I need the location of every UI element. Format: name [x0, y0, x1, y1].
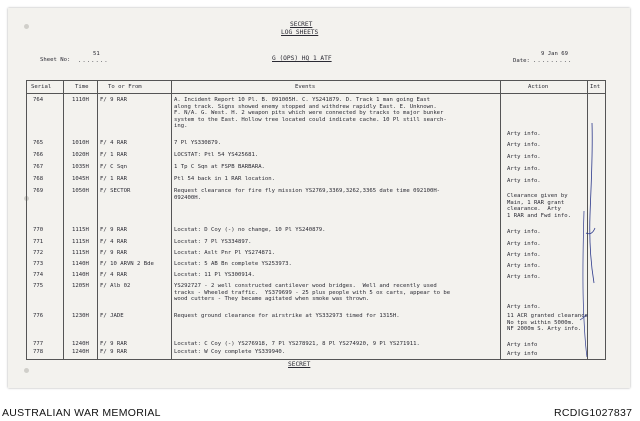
date-value: 9 Jan 69: [541, 51, 568, 57]
archive-reference: RCDIG1027837: [554, 407, 633, 419]
tofrom-cell: F/ 4 RAR: [100, 140, 127, 146]
sheet-number: 51: [93, 51, 100, 57]
action-cell: Arty info.: [507, 252, 541, 258]
tofrom-cell: F/ Alb 02: [100, 283, 131, 289]
sheet-label: Sheet No:: [40, 57, 71, 63]
action-cell: Arty info.: [507, 229, 541, 235]
events-cell: Locstat: Aslt Pnr Pl YS274871.: [174, 250, 276, 256]
events-cell: Locstat: 7 Pl YS334897.: [174, 239, 252, 245]
time-cell: 1035H: [72, 164, 89, 170]
time-cell: 1045H: [72, 176, 89, 182]
action-cell: 11 ACR granted clearance No tps within 5000m. NF 2000m S. Arty info.: [507, 313, 588, 332]
tofrom-cell: F/ 9 RAR: [100, 227, 127, 233]
tofrom-cell: F/ SECTOR: [100, 188, 131, 194]
tofrom-cell: F/ 1 RAR: [100, 152, 127, 158]
action-cell: Arty info.: [507, 178, 541, 184]
col-header-events: Events: [295, 84, 316, 90]
action-cell: Arty info.: [507, 166, 541, 172]
punch-hole: [24, 368, 29, 373]
events-cell: Locstat: C Coy (-) YS276918, 7 Pl YS278921, 8 Pl YS274920, 9 Pl YS271911.: [174, 341, 420, 347]
time-cell: 1115H: [72, 227, 89, 233]
serial-cell: 766: [33, 152, 44, 158]
action-cell: Arty info.: [507, 241, 541, 247]
serial-cell: 778: [33, 349, 44, 355]
tofrom-cell: F/ 9 RAR: [100, 341, 127, 347]
classification-top: SECRET: [290, 21, 313, 28]
tofrom-cell: F/ 10 ARVN 2 Bde: [100, 261, 154, 267]
serial-cell: 774: [33, 272, 44, 278]
time-cell: 1240H: [72, 349, 89, 355]
col-header-int: Int: [590, 84, 601, 90]
column-divider: [63, 81, 64, 359]
events-cell: Request ground clearance for airstrike at YS332973 timed for 1315H.: [174, 313, 400, 319]
time-cell: 1205H: [72, 283, 89, 289]
events-cell: 7 Pl YS330879.: [174, 140, 222, 146]
events-cell: Request clearance for fire fly mission YS2769,3369,3262,3365 date time 092100H- 092400H.: [174, 188, 441, 201]
col-header-serial: Serial: [31, 84, 52, 90]
events-cell: A. Incident Report 10 Pl. B. 091005H. C. YS241879. D. Track 1 man going East along track. Signs showed enemy stopped and withdrew rapidly East. E. Unknown. F. N/A. G. West. H. 2 weapon pits which were connected by tracks to major bunker system to the East. Hollow tree located could indicate cache. 10 Pl still search- ing.: [174, 97, 447, 129]
action-cell: Arty info.: [507, 154, 541, 160]
tofrom-cell: F/ JADE: [100, 313, 124, 319]
archive-credit: AUSTRALIAN WAR MEMORIAL: [2, 407, 161, 419]
action-cell: Arty info.: [507, 274, 541, 280]
time-cell: 1115H: [72, 250, 89, 256]
serial-cell: 767: [33, 164, 44, 170]
serial-cell: 776: [33, 313, 44, 319]
action-cell: Arty info.: [507, 304, 541, 310]
action-cell: Arty info.: [507, 142, 541, 148]
date-label: Date:: [513, 58, 530, 64]
events-cell: Ptl 54 back in 1 RAR location.: [174, 176, 276, 182]
time-cell: 1010H: [72, 140, 89, 146]
action-cell: Clearance given by Main, 1 RAR grant clearance. Arty 1 RAR and Fwd info.: [507, 193, 571, 219]
serial-cell: 773: [33, 261, 44, 267]
time-cell: 1020H: [72, 152, 89, 158]
serial-cell: 777: [33, 341, 44, 347]
column-divider: [500, 81, 501, 359]
col-header-time: Time: [75, 84, 89, 90]
serial-cell: 769: [33, 188, 44, 194]
date-dots: .........: [533, 58, 573, 64]
time-cell: 1110H: [72, 97, 89, 103]
action-cell: Arty info: [507, 342, 538, 348]
serial-cell: 771: [33, 239, 44, 245]
serial-cell: 768: [33, 176, 44, 182]
handwritten-pen-marks: [560, 115, 605, 365]
tofrom-cell: F/ C Sqn: [100, 164, 127, 170]
time-cell: 1115H: [72, 239, 89, 245]
col-header-to-or-from: To or From: [108, 84, 142, 90]
column-divider: [171, 81, 172, 359]
action-cell: Arty info.: [507, 263, 541, 269]
serial-cell: 770: [33, 227, 44, 233]
events-cell: 1 Tp C Sqn at FSPB BARBARA.: [174, 164, 265, 170]
events-cell: Locstat: 11 Pl YS300914.: [174, 272, 255, 278]
time-cell: 1230H: [72, 313, 89, 319]
action-cell: Arty info: [507, 351, 538, 357]
serial-cell: 772: [33, 250, 44, 256]
time-cell: 1140H: [72, 261, 89, 267]
serial-cell: 765: [33, 140, 44, 146]
events-cell: YS292727 - 2 well constructed cantilever wood bridges. Well and recently used tracks - Wheeled traffic. YS379699 - 25 plus people with 5 ox carts, appear to be wood cutters - They became agitated when smoke was thrown.: [174, 283, 451, 302]
events-cell: Locstat: W Coy complete YS339940.: [174, 349, 286, 355]
time-cell: 1240H: [72, 341, 89, 347]
tofrom-cell: F/ 9 RAR: [100, 97, 127, 103]
tofrom-cell: F/ 4 RAR: [100, 272, 127, 278]
action-cell: Arty info.: [507, 131, 541, 137]
tofrom-cell: F/ 9 RAR: [100, 250, 127, 256]
events-cell: Locstat: 5 AB Bn complete YS253973.: [174, 261, 292, 267]
sheet-dots: .......: [78, 58, 109, 64]
tofrom-cell: F/ 9 RAR: [100, 349, 127, 355]
time-cell: 1140H: [72, 272, 89, 278]
tofrom-cell: F/ 1 RAR: [100, 176, 127, 182]
events-cell: Locstat: D Coy (-) no change, 10 Pl YS240879.: [174, 227, 326, 233]
classification-bottom: SECRET: [288, 361, 311, 368]
tofrom-cell: F/ 4 RAR: [100, 239, 127, 245]
serial-cell: 764: [33, 97, 44, 103]
time-cell: 1050H: [72, 188, 89, 194]
events-cell: LOCSTAT: Ptl 54 YS425681.: [174, 152, 259, 158]
col-header-action: Action: [528, 84, 549, 90]
header-divider: [27, 93, 605, 94]
unit-name: G (OPS) HQ 1 ATF: [272, 55, 332, 62]
column-divider: [97, 81, 98, 359]
serial-cell: 775: [33, 283, 44, 289]
punch-hole: [24, 24, 29, 29]
log-title: LOG SHEETS: [281, 29, 319, 36]
